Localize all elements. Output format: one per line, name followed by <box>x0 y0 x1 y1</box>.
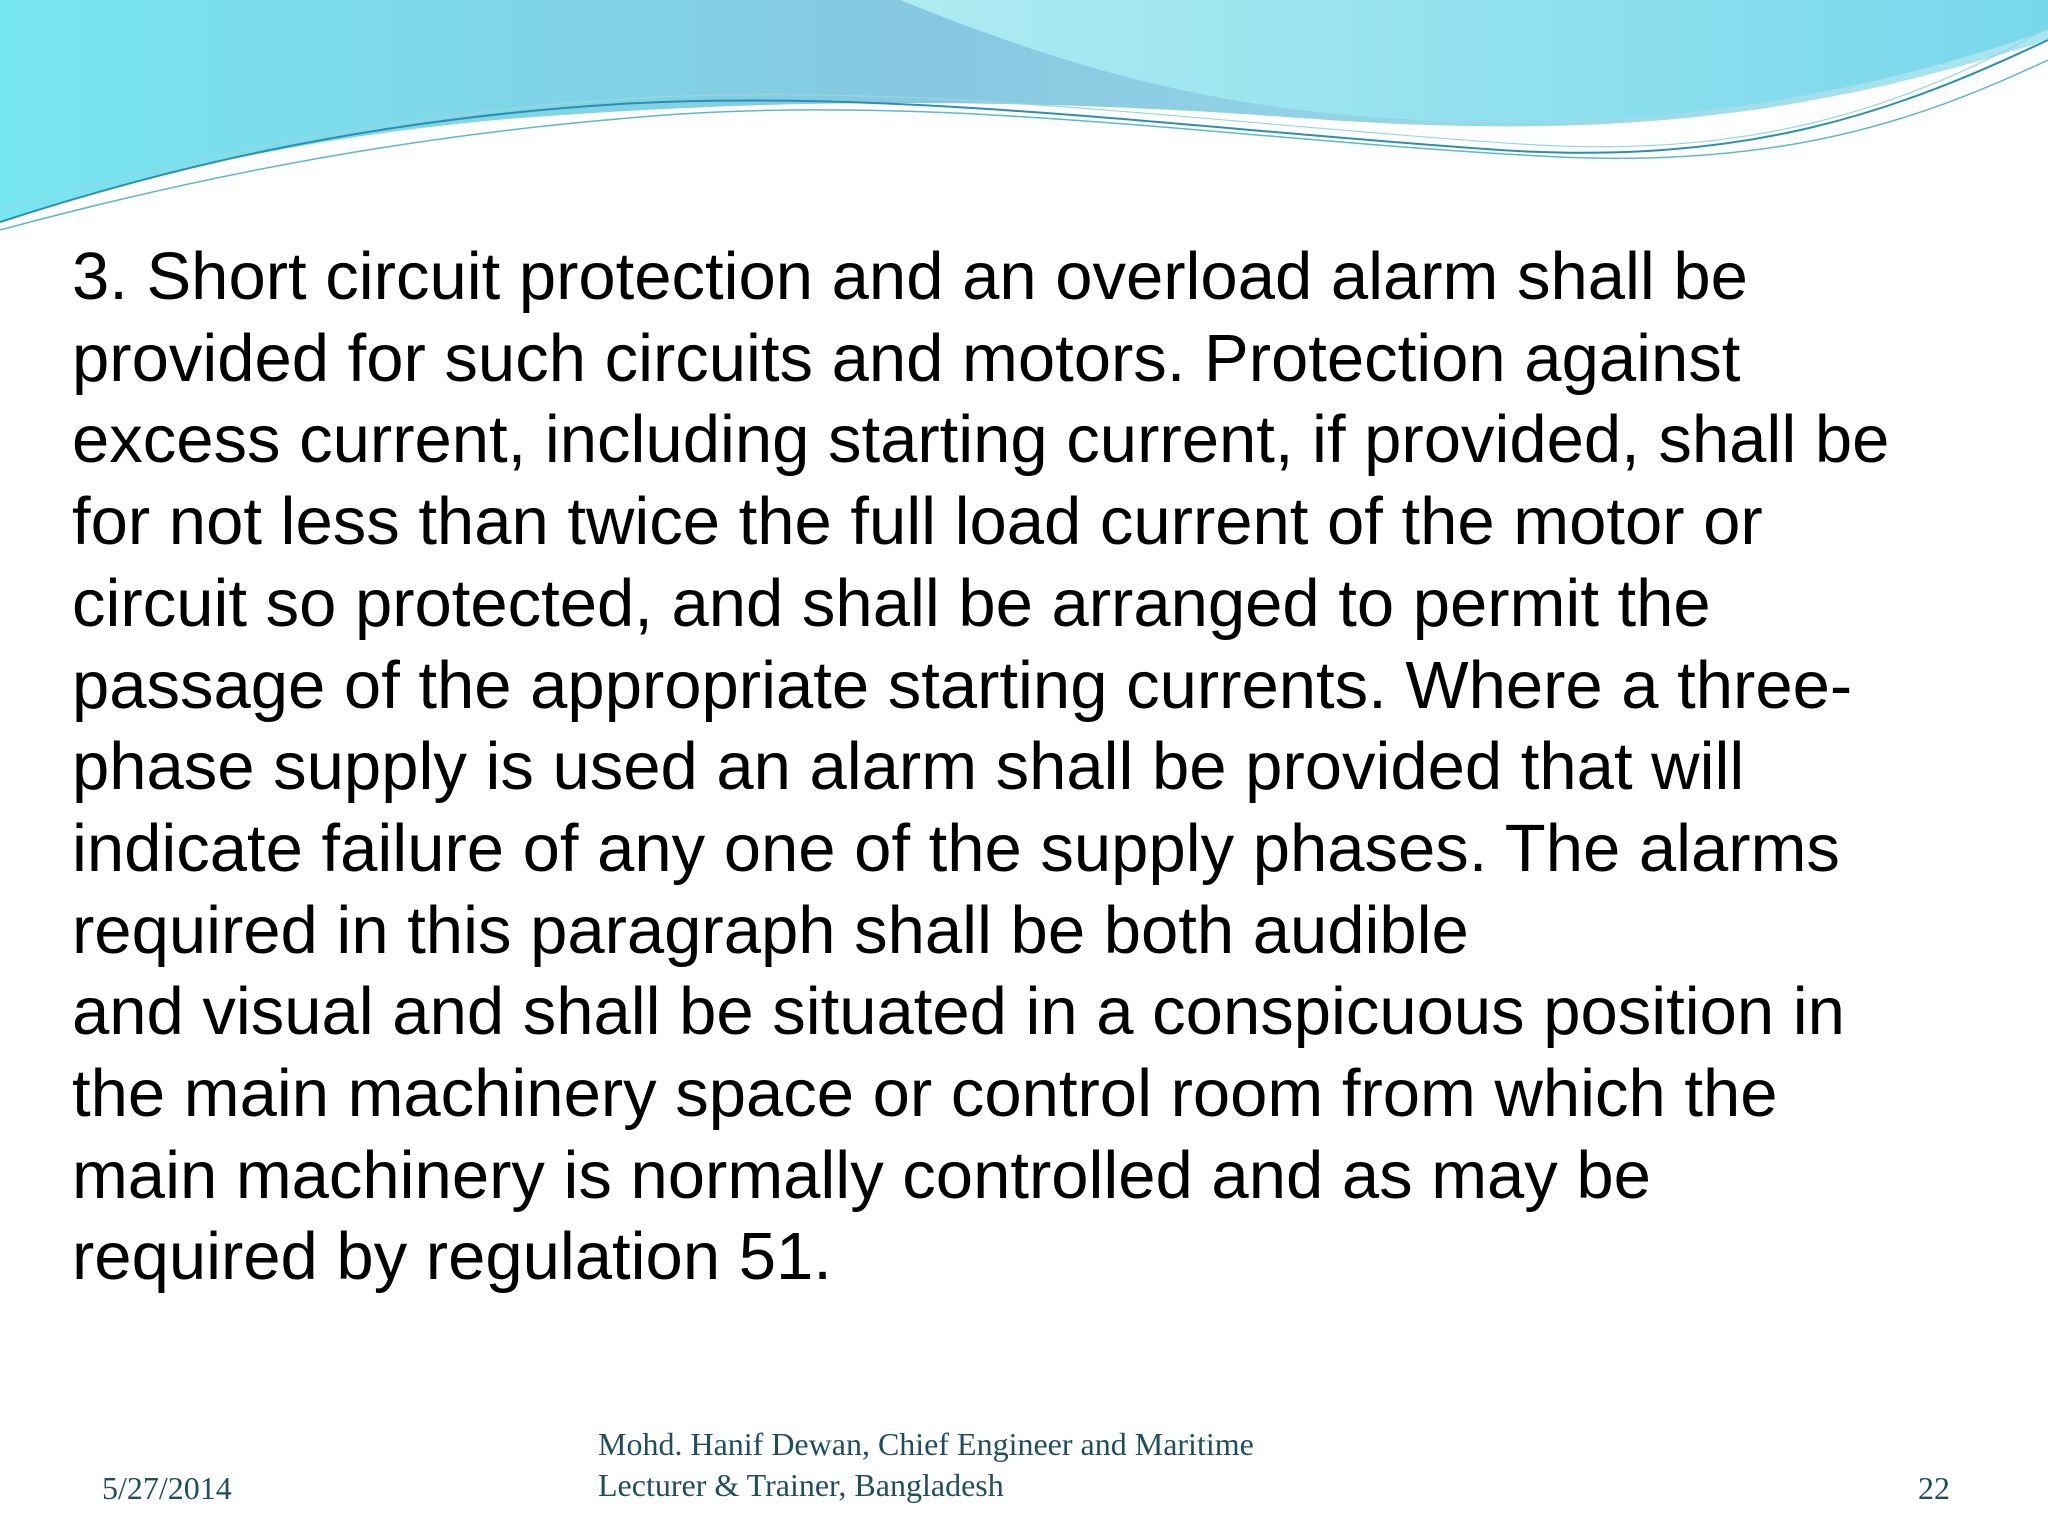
body-line: phase supply is used an alarm shall be provided that will <box>72 729 1745 805</box>
body-line: main machinery is normally controlled and as may be <box>72 1137 1651 1213</box>
slide-body-text <box>72 236 1972 1298</box>
footer-page-number: 22 <box>1918 1470 1950 1506</box>
body-line: passage of the appropriate starting currents. Where a three- <box>72 647 1853 723</box>
footer-author <box>598 1424 1254 1506</box>
body-line: required by regulation 51. <box>72 1219 832 1295</box>
body-line: required in this paragraph shall be both audible <box>72 892 1469 968</box>
body-line: for not less than twice the full load current of the motor or <box>72 484 1763 560</box>
body-line: provided for such circuits and motors. Protection against <box>72 320 1741 396</box>
body-line: circuit so protected, and shall be arranged to permit the <box>72 565 1711 641</box>
body-line: indicate failure of any one of the supply phases. The alarms <box>72 810 1840 886</box>
footer-date: 5/27/2014 <box>102 1470 232 1506</box>
body-line: excess current, including starting current, if provided, shall be <box>72 402 1890 478</box>
footer-author-line: Lecturer & Trainer, Bangladesh <box>598 1467 1004 1503</box>
footer-author-line: Mohd. Hanif Dewan, Chief Engineer and Maritime <box>598 1426 1254 1462</box>
header-wave-decoration <box>0 0 2048 240</box>
body-line: and visual and shall be situated in a conspicuous position in <box>72 974 1845 1050</box>
body-line: the main machinery space or control room from which the <box>72 1056 1778 1132</box>
body-line: 3. Short circuit protection and an overload alarm shall be <box>72 239 1748 314</box>
